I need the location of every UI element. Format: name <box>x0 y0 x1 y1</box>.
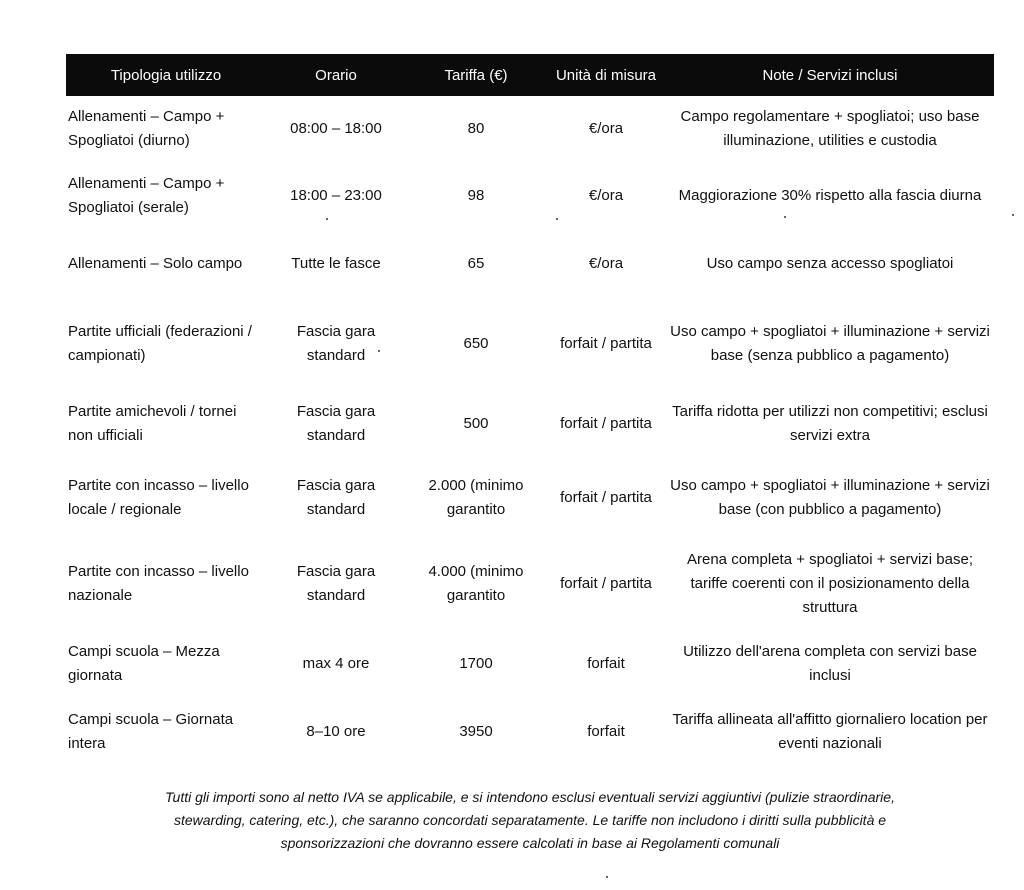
cell-unita: forfait / partita <box>560 489 652 506</box>
cell-orario: Fascia gara standard <box>296 403 376 444</box>
header-note: Note / Servizi inclusi <box>666 54 994 96</box>
cell-tipologia: Allenamenti – Campo + Spogliatoi (diurno) <box>68 108 225 149</box>
cell-note: Uso campo + spogliatoi + illuminazione + servizi base (senza pubblico a pagamento) <box>670 323 990 364</box>
table-row <box>66 538 994 630</box>
scan-speck <box>326 218 328 220</box>
cell-tariffa: 4.000 (minimo garantito <box>428 563 524 604</box>
cell-tariffa: 98 <box>467 187 485 204</box>
cell-note: Maggiorazione 30% rispetto alla fascia diurna <box>678 187 982 204</box>
cell-unita: forfait / partita <box>560 415 652 432</box>
table-header <box>66 54 994 96</box>
table-row <box>66 630 994 698</box>
tariff-document <box>66 54 994 766</box>
table-row <box>66 390 994 458</box>
cell-orario: max 4 ore <box>302 655 370 672</box>
table-row <box>66 458 994 538</box>
footnote <box>66 786 994 855</box>
table-body <box>66 96 994 766</box>
scan-speck <box>1012 214 1014 216</box>
header-tariffa: Tariffa (€) <box>406 54 546 96</box>
cell-tipologia: Partite con incasso – livello nazionale <box>68 563 249 604</box>
cell-tariffa: 3950 <box>459 723 493 740</box>
cell-unita: forfait / partita <box>560 335 652 352</box>
cell-tariffa: 80 <box>467 120 485 137</box>
cell-orario: Fascia gara standard <box>296 323 376 364</box>
cell-tipologia: Partite con incasso – livello locale / regionale <box>68 477 249 518</box>
cell-note: Uso campo senza accesso spogliatoi <box>706 255 954 272</box>
table-row <box>66 96 994 162</box>
cell-orario: 8–10 ore <box>306 723 366 740</box>
cell-note: Campo regolamentare + spogliatoi; uso base illuminazione, utilities e custodia <box>680 108 980 149</box>
cell-tipologia: Allenamenti – Campo + Spogliatoi (serale) <box>68 175 225 216</box>
header-orario: Orario <box>266 54 406 96</box>
cell-tipologia: Campi scuola – Giornata intera <box>68 711 234 752</box>
cell-unita: €/ora <box>588 255 624 272</box>
header-row <box>66 54 994 96</box>
cell-note: Tariffa ridotta per utilizzi non competitivi; esclusi servizi extra <box>672 403 988 444</box>
scan-speck <box>556 218 558 220</box>
cell-unita: forfait / partita <box>560 575 652 592</box>
header-unita: Unità di misura <box>546 54 666 96</box>
cell-tariffa: 650 <box>463 335 489 352</box>
footnote-line: sponsorizzazioni che dovranno essere calcolati in base ai Regolamenti comunali <box>280 835 780 851</box>
cell-note: Arena completa + spogliatoi + servizi base; tariffe coerenti con il posizionamento della struttura <box>687 551 973 616</box>
tariff-table <box>66 54 994 766</box>
table-row <box>66 162 994 230</box>
cell-orario: 18:00 – 23:00 <box>290 187 382 204</box>
scan-speck <box>606 876 608 878</box>
cell-unita: €/ora <box>588 187 624 204</box>
cell-unita: €/ora <box>588 120 624 137</box>
cell-tariffa: 2.000 (minimo garantito <box>428 477 524 518</box>
table-row <box>66 698 994 766</box>
cell-note: Uso campo + spogliatoi + illuminazione + servizi base (con pubblico a pagamento) <box>670 477 990 518</box>
footnote-line: Tutti gli importi sono al netto IVA se applicabile, e si intendono esclusi eventuali servizi aggiuntivi (pulizie straordinarie, <box>165 789 895 805</box>
header-tipologia: Tipologia utilizzo <box>66 54 266 96</box>
cell-unita: forfait <box>587 655 625 672</box>
cell-orario: Tutte le fasce <box>291 255 381 272</box>
table-row <box>66 230 994 298</box>
table-row <box>66 298 994 390</box>
cell-tariffa: 1700 <box>459 655 493 672</box>
cell-note: Tariffa allineata all'affitto giornaliero location per eventi nazionali <box>672 711 988 752</box>
cell-tipologia: Campi scuola – Mezza giornata <box>68 643 220 684</box>
cell-tariffa: 500 <box>463 415 489 432</box>
cell-tipologia: Partite ufficiali (federazioni / campionati) <box>68 323 252 364</box>
footnote-line: stewarding, catering, etc.), che saranno concordati separatamente. Le tariffe non includono i diritti sulla pubblicità e <box>173 812 887 828</box>
cell-tipologia: Allenamenti – Solo campo <box>68 255 243 272</box>
cell-tipologia: Partite amichevoli / tornei non ufficiali <box>68 403 237 444</box>
cell-orario: 08:00 – 18:00 <box>290 120 382 137</box>
cell-orario: Fascia gara standard <box>296 563 376 604</box>
cell-unita: forfait <box>587 723 625 740</box>
scan-speck <box>378 350 380 352</box>
scan-speck <box>784 216 786 218</box>
cell-tariffa: 65 <box>467 255 485 272</box>
cell-note: Utilizzo dell'arena completa con servizi base inclusi <box>683 643 977 684</box>
cell-orario: Fascia gara standard <box>296 477 376 518</box>
